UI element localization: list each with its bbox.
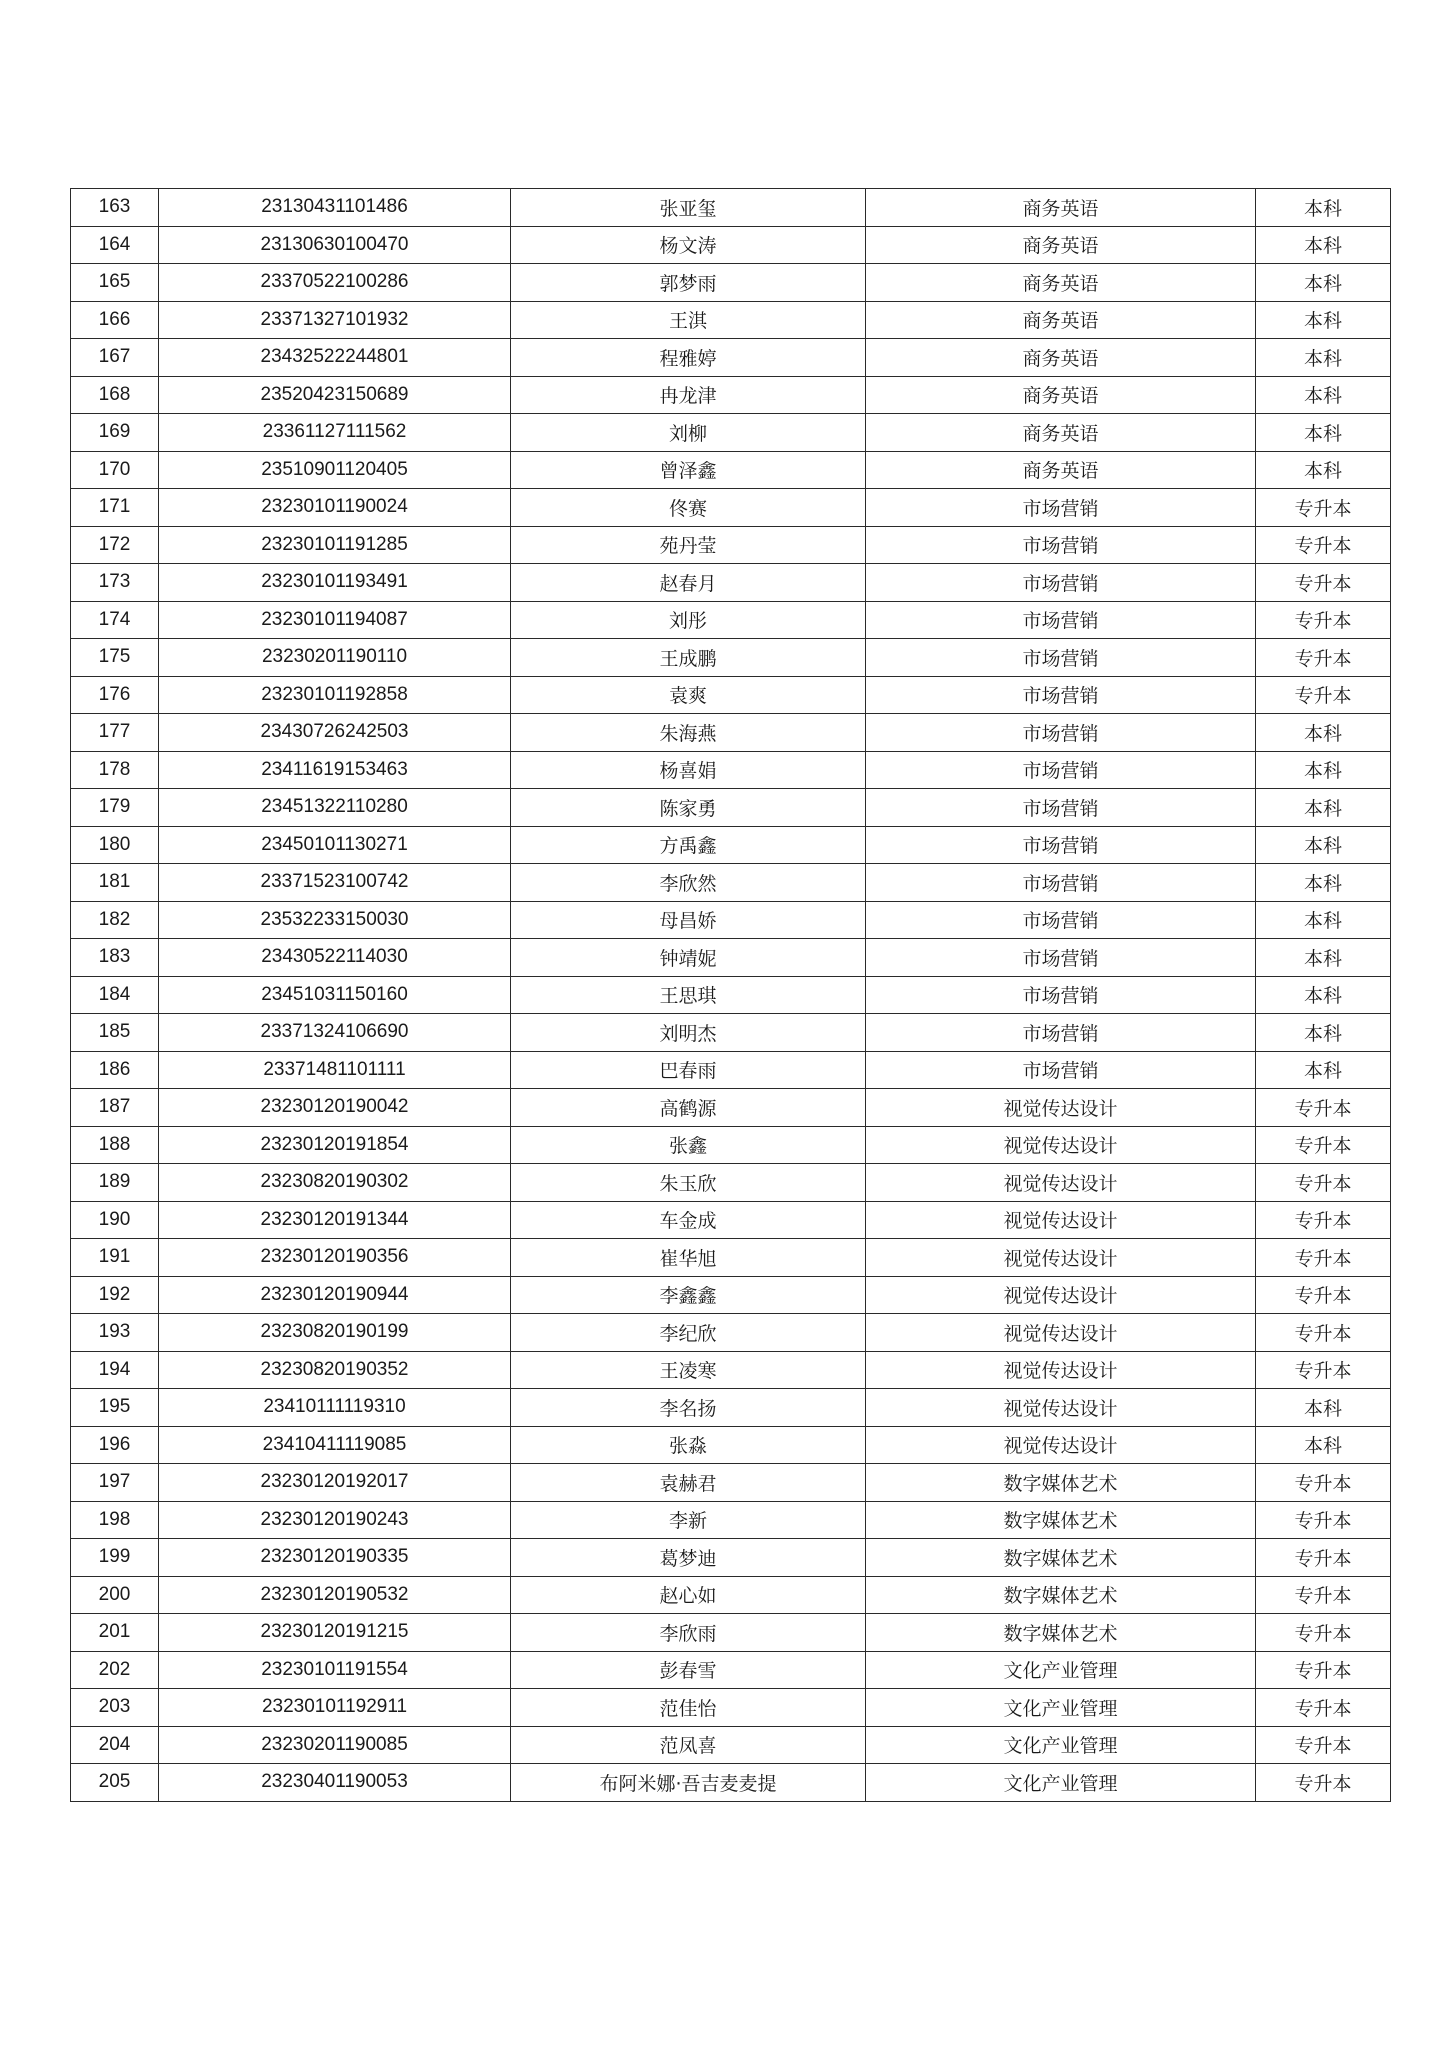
education-level-cell: 专升本	[1256, 1201, 1391, 1239]
row-number-cell: 205	[71, 1764, 159, 1802]
student-id-cell: 23230101194087	[159, 601, 511, 639]
education-level-cell: 本科	[1256, 414, 1391, 452]
table-row	[71, 1276, 1391, 1314]
education-level-cell: 专升本	[1256, 1614, 1391, 1652]
education-level-cell: 专升本	[1256, 1089, 1391, 1127]
education-level-cell: 专升本	[1256, 526, 1391, 564]
education-level-cell: 本科	[1256, 451, 1391, 489]
table-row	[71, 1201, 1391, 1239]
student-name-cell: 李欣然	[511, 864, 866, 902]
education-level-cell: 本科	[1256, 714, 1391, 752]
student-name-cell: 袁赫君	[511, 1464, 866, 1502]
student-id-cell: 23410411119085	[159, 1426, 511, 1464]
student-id-cell: 23451322110280	[159, 789, 511, 827]
education-level-cell: 专升本	[1256, 1651, 1391, 1689]
table-row	[71, 1651, 1391, 1689]
student-id-cell: 23230101193491	[159, 564, 511, 602]
education-level-cell: 本科	[1256, 226, 1391, 264]
table-row	[71, 864, 1391, 902]
student-name-cell: 袁爽	[511, 676, 866, 714]
major-cell: 商务英语	[866, 414, 1256, 452]
table-row	[71, 1314, 1391, 1352]
student-name-cell: 李新	[511, 1501, 866, 1539]
student-name-cell: 范凤喜	[511, 1726, 866, 1764]
table-row	[71, 1126, 1391, 1164]
student-name-cell: 李欣雨	[511, 1614, 866, 1652]
student-id-cell: 23230820190352	[159, 1351, 511, 1389]
table-row	[71, 826, 1391, 864]
major-cell: 市场营销	[866, 526, 1256, 564]
student-id-cell: 23230101192911	[159, 1689, 511, 1727]
table-row	[71, 901, 1391, 939]
table-row	[71, 1501, 1391, 1539]
education-level-cell: 专升本	[1256, 639, 1391, 677]
table-row	[71, 339, 1391, 377]
student-id-cell: 23411619153463	[159, 751, 511, 789]
table-row	[71, 1689, 1391, 1727]
student-name-cell: 李鑫鑫	[511, 1276, 866, 1314]
table-row	[71, 601, 1391, 639]
student-name-cell: 程雅婷	[511, 339, 866, 377]
row-number-cell: 192	[71, 1276, 159, 1314]
major-cell: 数字媒体艺术	[866, 1539, 1256, 1577]
student-name-cell: 布阿米娜·吾吉麦麦提	[511, 1764, 866, 1802]
major-cell: 文化产业管理	[866, 1651, 1256, 1689]
row-number-cell: 175	[71, 639, 159, 677]
row-number-cell: 177	[71, 714, 159, 752]
major-cell: 市场营销	[866, 976, 1256, 1014]
student-id-cell: 23230201190110	[159, 639, 511, 677]
education-level-cell: 本科	[1256, 264, 1391, 302]
student-name-cell: 巴春雨	[511, 1051, 866, 1089]
major-cell: 市场营销	[866, 714, 1256, 752]
table-row	[71, 376, 1391, 414]
student-name-cell: 赵春月	[511, 564, 866, 602]
student-name-cell: 赵心如	[511, 1576, 866, 1614]
major-cell: 数字媒体艺术	[866, 1614, 1256, 1652]
education-level-cell: 专升本	[1256, 1539, 1391, 1577]
student-name-cell: 彭春雪	[511, 1651, 866, 1689]
student-id-cell: 23451031150160	[159, 976, 511, 1014]
row-number-cell: 179	[71, 789, 159, 827]
student-id-cell: 23370522100286	[159, 264, 511, 302]
student-id-cell: 23532233150030	[159, 901, 511, 939]
table-row	[71, 1464, 1391, 1502]
student-name-cell: 崔华旭	[511, 1239, 866, 1277]
major-cell: 视觉传达设计	[866, 1426, 1256, 1464]
education-level-cell: 专升本	[1256, 1164, 1391, 1202]
student-name-cell: 方禹鑫	[511, 826, 866, 864]
row-number-cell: 174	[71, 601, 159, 639]
table-row	[71, 789, 1391, 827]
major-cell: 视觉传达设计	[866, 1239, 1256, 1277]
major-cell: 文化产业管理	[866, 1764, 1256, 1802]
major-cell: 市场营销	[866, 1051, 1256, 1089]
major-cell: 商务英语	[866, 264, 1256, 302]
student-id-cell: 23230120191344	[159, 1201, 511, 1239]
education-level-cell: 专升本	[1256, 1314, 1391, 1352]
student-id-cell: 23371324106690	[159, 1014, 511, 1052]
student-id-cell: 23371327101932	[159, 301, 511, 339]
row-number-cell: 163	[71, 189, 159, 227]
student-id-cell: 23230820190199	[159, 1314, 511, 1352]
student-name-cell: 高鹤源	[511, 1089, 866, 1127]
row-number-cell: 198	[71, 1501, 159, 1539]
student-name-cell: 郭梦雨	[511, 264, 866, 302]
major-cell: 市场营销	[866, 676, 1256, 714]
row-number-cell: 181	[71, 864, 159, 902]
table-row	[71, 226, 1391, 264]
row-number-cell: 202	[71, 1651, 159, 1689]
education-level-cell: 本科	[1256, 1426, 1391, 1464]
row-number-cell: 186	[71, 1051, 159, 1089]
student-id-cell: 23230820190302	[159, 1164, 511, 1202]
student-id-cell: 23230101190024	[159, 489, 511, 527]
major-cell: 视觉传达设计	[866, 1314, 1256, 1352]
student-id-cell: 23230401190053	[159, 1764, 511, 1802]
table-row	[71, 1764, 1391, 1802]
education-level-cell: 专升本	[1256, 489, 1391, 527]
student-id-cell: 23230201190085	[159, 1726, 511, 1764]
row-number-cell: 201	[71, 1614, 159, 1652]
student-id-cell: 23361127111562	[159, 414, 511, 452]
education-level-cell: 专升本	[1256, 1764, 1391, 1802]
major-cell: 文化产业管理	[866, 1726, 1256, 1764]
student-name-cell: 冉龙津	[511, 376, 866, 414]
row-number-cell: 190	[71, 1201, 159, 1239]
education-level-cell: 专升本	[1256, 601, 1391, 639]
education-level-cell: 本科	[1256, 939, 1391, 977]
education-level-cell: 专升本	[1256, 1576, 1391, 1614]
major-cell: 市场营销	[866, 564, 1256, 602]
row-number-cell: 197	[71, 1464, 159, 1502]
major-cell: 商务英语	[866, 189, 1256, 227]
education-level-cell: 本科	[1256, 789, 1391, 827]
student-id-cell: 23230101191285	[159, 526, 511, 564]
table-row	[71, 1051, 1391, 1089]
education-level-cell: 本科	[1256, 301, 1391, 339]
student-id-cell: 23230101192858	[159, 676, 511, 714]
education-level-cell: 本科	[1256, 189, 1391, 227]
student-id-cell: 23230120192017	[159, 1464, 511, 1502]
table-row	[71, 676, 1391, 714]
major-cell: 文化产业管理	[866, 1689, 1256, 1727]
education-level-cell: 本科	[1256, 976, 1391, 1014]
student-id-cell: 23432522244801	[159, 339, 511, 377]
row-number-cell: 203	[71, 1689, 159, 1727]
major-cell: 视觉传达设计	[866, 1126, 1256, 1164]
major-cell: 市场营销	[866, 864, 1256, 902]
student-id-cell: 23510901120405	[159, 451, 511, 489]
student-name-cell: 杨文涛	[511, 226, 866, 264]
major-cell: 视觉传达设计	[866, 1351, 1256, 1389]
major-cell: 商务英语	[866, 451, 1256, 489]
table-row	[71, 1351, 1391, 1389]
education-level-cell: 本科	[1256, 751, 1391, 789]
row-number-cell: 180	[71, 826, 159, 864]
table-row	[71, 301, 1391, 339]
table-row	[71, 451, 1391, 489]
student-id-cell: 23430726242503	[159, 714, 511, 752]
row-number-cell: 172	[71, 526, 159, 564]
table-row	[71, 526, 1391, 564]
table-row	[71, 1089, 1391, 1127]
student-name-cell: 葛梦迪	[511, 1539, 866, 1577]
student-name-cell: 钟靖妮	[511, 939, 866, 977]
row-number-cell: 183	[71, 939, 159, 977]
education-level-cell: 本科	[1256, 1051, 1391, 1089]
major-cell: 视觉传达设计	[866, 1201, 1256, 1239]
row-number-cell: 191	[71, 1239, 159, 1277]
student-id-cell: 23230120190243	[159, 1501, 511, 1539]
table-row	[71, 976, 1391, 1014]
table-row	[71, 189, 1391, 227]
row-number-cell: 165	[71, 264, 159, 302]
major-cell: 视觉传达设计	[866, 1389, 1256, 1427]
major-cell: 商务英语	[866, 376, 1256, 414]
student-name-cell: 刘柳	[511, 414, 866, 452]
row-number-cell: 164	[71, 226, 159, 264]
major-cell: 市场营销	[866, 939, 1256, 977]
major-cell: 市场营销	[866, 601, 1256, 639]
student-name-cell: 车金成	[511, 1201, 866, 1239]
major-cell: 视觉传达设计	[866, 1089, 1256, 1127]
table-row	[71, 489, 1391, 527]
table-row	[71, 1426, 1391, 1464]
student-name-cell: 王思琪	[511, 976, 866, 1014]
major-cell: 市场营销	[866, 639, 1256, 677]
student-id-cell: 23230120191854	[159, 1126, 511, 1164]
student-name-cell: 李名扬	[511, 1389, 866, 1427]
row-number-cell: 199	[71, 1539, 159, 1577]
table-row	[71, 714, 1391, 752]
student-id-cell: 23230101191554	[159, 1651, 511, 1689]
major-cell: 商务英语	[866, 339, 1256, 377]
major-cell: 市场营销	[866, 826, 1256, 864]
student-name-cell: 陈家勇	[511, 789, 866, 827]
row-number-cell: 178	[71, 751, 159, 789]
student-id-cell: 23130630100470	[159, 226, 511, 264]
education-level-cell: 专升本	[1256, 1689, 1391, 1727]
education-level-cell: 本科	[1256, 1014, 1391, 1052]
row-number-cell: 184	[71, 976, 159, 1014]
education-level-cell: 专升本	[1256, 1276, 1391, 1314]
student-name-cell: 王凌寒	[511, 1351, 866, 1389]
major-cell: 商务英语	[866, 226, 1256, 264]
major-cell: 商务英语	[866, 301, 1256, 339]
student-name-cell: 王淇	[511, 301, 866, 339]
table-row	[71, 1164, 1391, 1202]
education-level-cell: 专升本	[1256, 564, 1391, 602]
education-level-cell: 本科	[1256, 376, 1391, 414]
education-level-cell: 本科	[1256, 826, 1391, 864]
student-id-cell: 23230120190335	[159, 1539, 511, 1577]
student-name-cell: 张淼	[511, 1426, 866, 1464]
major-cell: 视觉传达设计	[866, 1276, 1256, 1314]
education-level-cell: 本科	[1256, 1389, 1391, 1427]
student-id-cell: 23230120190532	[159, 1576, 511, 1614]
education-level-cell: 本科	[1256, 864, 1391, 902]
major-cell: 数字媒体艺术	[866, 1464, 1256, 1502]
table-row	[71, 1539, 1391, 1577]
table-row	[71, 751, 1391, 789]
row-number-cell: 182	[71, 901, 159, 939]
roster-body	[71, 189, 1391, 1802]
student-name-cell: 苑丹莹	[511, 526, 866, 564]
education-level-cell: 专升本	[1256, 1351, 1391, 1389]
major-cell: 市场营销	[866, 751, 1256, 789]
student-name-cell: 佟赛	[511, 489, 866, 527]
row-number-cell: 166	[71, 301, 159, 339]
student-name-cell: 刘彤	[511, 601, 866, 639]
education-level-cell: 本科	[1256, 339, 1391, 377]
student-name-cell: 杨喜娟	[511, 751, 866, 789]
student-name-cell: 范佳怡	[511, 1689, 866, 1727]
student-id-cell: 23520423150689	[159, 376, 511, 414]
table-row	[71, 1614, 1391, 1652]
student-name-cell: 张鑫	[511, 1126, 866, 1164]
table-row	[71, 564, 1391, 602]
student-id-cell: 23410111119310	[159, 1389, 511, 1427]
table-row	[71, 414, 1391, 452]
row-number-cell: 170	[71, 451, 159, 489]
education-level-cell: 专升本	[1256, 1501, 1391, 1539]
student-name-cell: 母昌娇	[511, 901, 866, 939]
row-number-cell: 173	[71, 564, 159, 602]
student-name-cell: 刘明杰	[511, 1014, 866, 1052]
row-number-cell: 167	[71, 339, 159, 377]
student-name-cell: 朱玉欣	[511, 1164, 866, 1202]
student-id-cell: 23230120190356	[159, 1239, 511, 1277]
major-cell: 数字媒体艺术	[866, 1576, 1256, 1614]
student-name-cell: 张亚玺	[511, 189, 866, 227]
row-number-cell: 187	[71, 1089, 159, 1127]
student-id-cell: 23230120190042	[159, 1089, 511, 1127]
row-number-cell: 193	[71, 1314, 159, 1352]
row-number-cell: 189	[71, 1164, 159, 1202]
education-level-cell: 专升本	[1256, 1726, 1391, 1764]
table-row	[71, 1239, 1391, 1277]
table-row	[71, 1389, 1391, 1427]
student-id-cell: 23450101130271	[159, 826, 511, 864]
education-level-cell: 本科	[1256, 901, 1391, 939]
major-cell: 数字媒体艺术	[866, 1501, 1256, 1539]
row-number-cell: 195	[71, 1389, 159, 1427]
education-level-cell: 专升本	[1256, 1464, 1391, 1502]
student-roster-table	[70, 188, 1391, 1802]
row-number-cell: 171	[71, 489, 159, 527]
education-level-cell: 专升本	[1256, 1126, 1391, 1164]
table-row	[71, 639, 1391, 677]
row-number-cell: 194	[71, 1351, 159, 1389]
major-cell: 市场营销	[866, 1014, 1256, 1052]
student-id-cell: 23230120190944	[159, 1276, 511, 1314]
student-id-cell: 23230120191215	[159, 1614, 511, 1652]
student-name-cell: 曾泽鑫	[511, 451, 866, 489]
student-id-cell: 23130431101486	[159, 189, 511, 227]
table-row	[71, 1014, 1391, 1052]
student-id-cell: 23371523100742	[159, 864, 511, 902]
row-number-cell: 168	[71, 376, 159, 414]
row-number-cell: 200	[71, 1576, 159, 1614]
student-name-cell: 李纪欣	[511, 1314, 866, 1352]
education-level-cell: 专升本	[1256, 676, 1391, 714]
major-cell: 视觉传达设计	[866, 1164, 1256, 1202]
major-cell: 市场营销	[866, 901, 1256, 939]
table-row	[71, 939, 1391, 977]
row-number-cell: 176	[71, 676, 159, 714]
student-id-cell: 23371481101111	[159, 1051, 511, 1089]
major-cell: 市场营销	[866, 489, 1256, 527]
student-name-cell: 王成鹏	[511, 639, 866, 677]
row-number-cell: 204	[71, 1726, 159, 1764]
row-number-cell: 188	[71, 1126, 159, 1164]
education-level-cell: 专升本	[1256, 1239, 1391, 1277]
table-row	[71, 264, 1391, 302]
major-cell: 市场营销	[866, 789, 1256, 827]
row-number-cell: 196	[71, 1426, 159, 1464]
row-number-cell: 169	[71, 414, 159, 452]
table-row	[71, 1726, 1391, 1764]
student-name-cell: 朱海燕	[511, 714, 866, 752]
table-row	[71, 1576, 1391, 1614]
student-id-cell: 23430522114030	[159, 939, 511, 977]
row-number-cell: 185	[71, 1014, 159, 1052]
